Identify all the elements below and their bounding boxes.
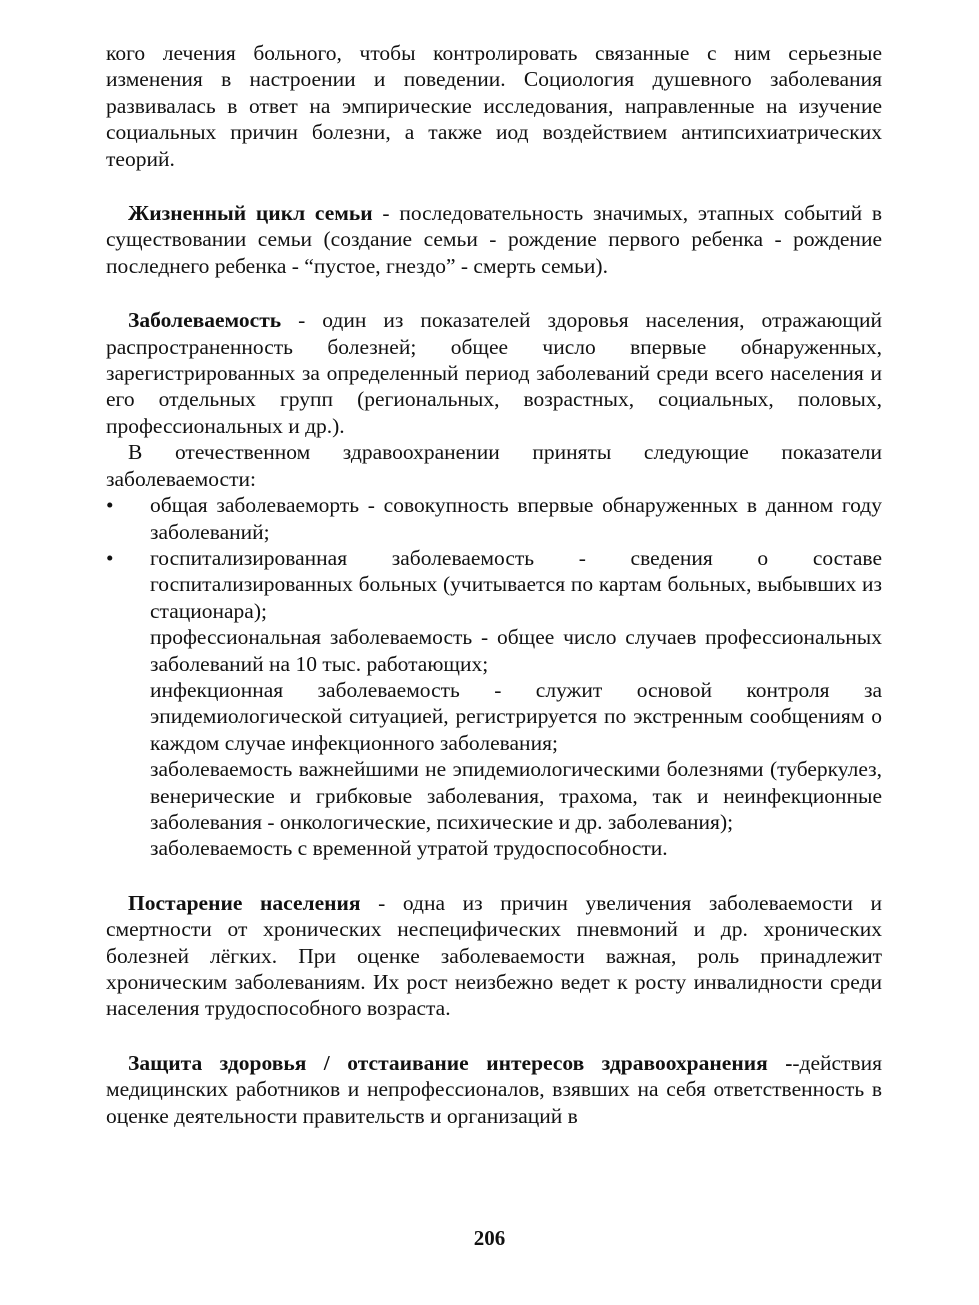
definition-population-aging: - одна из причин увеличения заболеваемости и смертности от хронических неспецифических пневмоний и др. хронических болезней лёгких. При оценке заболеваемости важная, роль принадлежит хроническим заболеваниям. Их рост неизбежно ведет к росту инвалидности среди населения трудоспособного возраста.: [106, 890, 883, 1021]
morbidity-indicator-list: [106, 492, 882, 862]
bullet-icon: •: [106, 493, 114, 518]
paragraph-continuation: кого лечения больного, чтобы контролировать связанные с ним серьезные изменения в настроении и поведении. Социология душевного заболевания развивалась в ответ на эмпирические исследования, направленные на изучение социальных причин болезни, а также иод воздействием антипсихиатрических теорий.: [106, 41, 882, 171]
list-item-text: профессиональная заболеваемость - общее число случаев профессиональных заболеваний на 10 тыс. работающих;: [150, 625, 882, 676]
paragraph-health-advocacy: [106, 1050, 882, 1129]
list-item-text: инфекционная заболеваемость - служит основой контроля за эпидемиологической ситуацией, регистрируется по экстренным сообщениям о каждом случае инфекционного заболевания;: [150, 677, 882, 755]
term-health-advocacy: Защита здоровья / отстаивание интересов здравоохранения -: [128, 1050, 793, 1075]
definition-family-life-cycle: - последовательность значимых, этапных событий в существовании семьи (создание семьи - рождение первого ребенка - рождение последнего ребенка - “пустое, гнездо” - смерть семьи).: [106, 201, 882, 278]
list-item: [106, 677, 882, 756]
definition-morbidity: - один из показателей здоровья населения, отражающий распространенность болезней; общее число впервые обнаруженных, зарегистрированных за определенный период заболеваний среди всего населения и его отдельных групп (региональных, возрастных, социальных, половых, профессиональных и др.).: [106, 308, 882, 438]
term-family-life-cycle: Жизненный цикл семьи: [128, 201, 373, 226]
definition-health-advocacy: -действия медицинских работников и непрофессионалов, взявших на себя ответственность в оценке деятельности правительств и организаций в: [106, 1050, 882, 1128]
page-number: 206: [473, 1226, 506, 1250]
list-item: [106, 835, 882, 861]
list-item: [106, 756, 882, 835]
bullet-icon: •: [106, 545, 114, 570]
paragraph-morbidity: [106, 307, 882, 439]
page-body: [106, 40, 882, 1129]
list-item-text: заболеваемость важнейшими не эпидемиологическими болезнями (туберкулез, венерические и грибковые заболевания, трахома, так и неинфекционные заболевания - онкологические, психические и др. заболевания);: [150, 757, 882, 834]
list-item-text: общая заболеваеморть - совокупность впервые обнаруженных в данном году заболеваний;: [150, 493, 882, 544]
list-item-text: госпитализированная заболеваемость - сведения о составе госпитализированных больных (учитывается по картам больных, выбывших из стационара);: [150, 545, 882, 623]
paragraph-population-aging: [106, 890, 882, 1022]
list-item: [106, 492, 882, 545]
list-item-text: заболеваемость с временной утратой трудоспособности.: [150, 836, 668, 861]
list-item: [106, 624, 882, 677]
list-item: [106, 545, 882, 624]
term-morbidity: Заболеваемость: [128, 308, 282, 333]
paragraph-morbidity-indicators: В отечественном здравоохранении приняты следующие показатели заболеваемости:: [106, 440, 882, 491]
paragraph-family-life-cycle: [106, 200, 882, 279]
term-population-aging: Постарение населения: [128, 890, 361, 915]
